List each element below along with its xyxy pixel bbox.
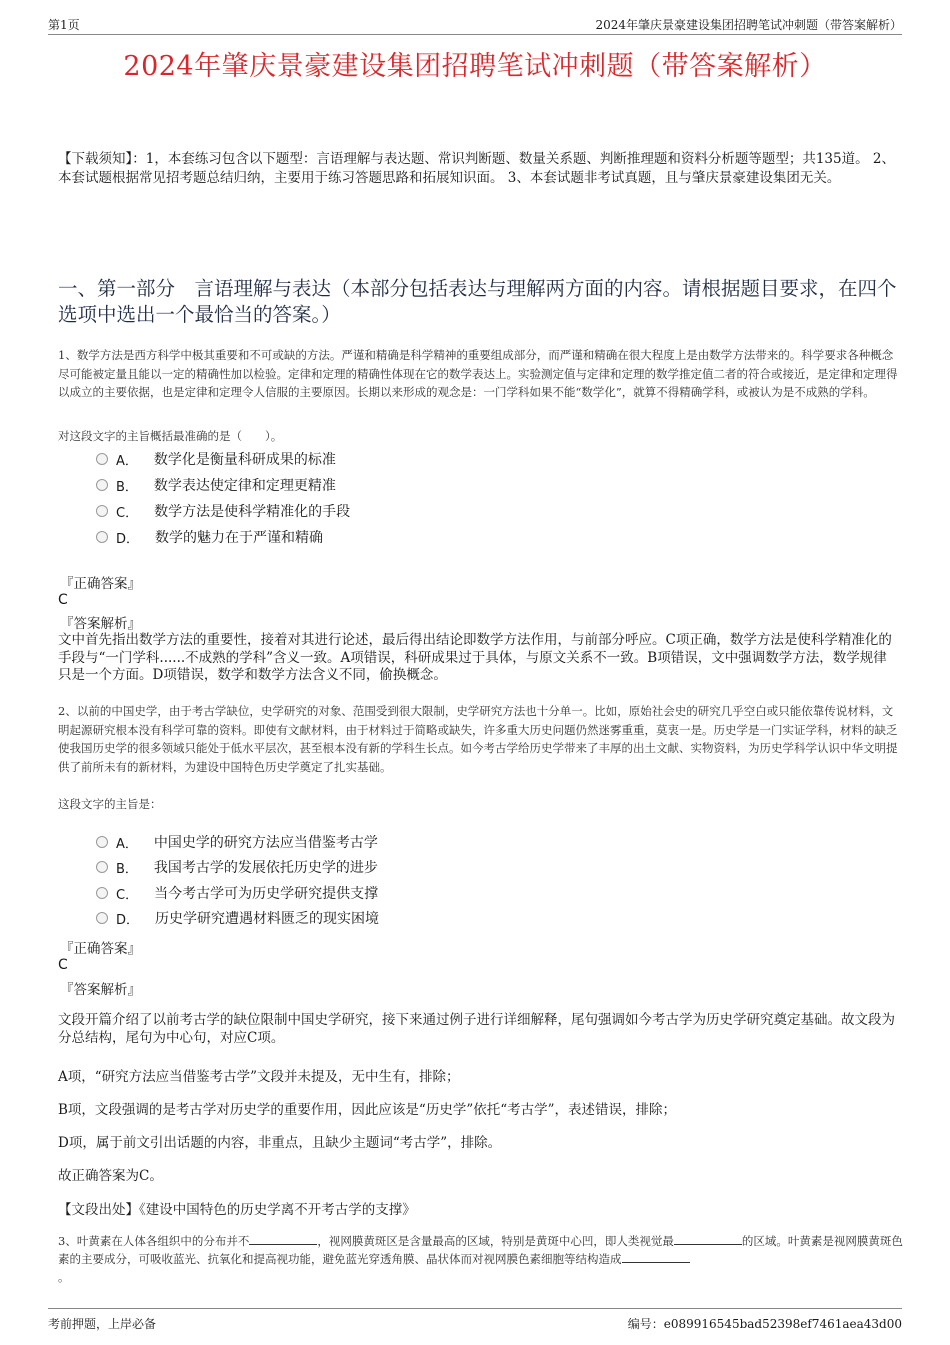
- document-title: 2024年肇庆景豪建设集团招聘笔试冲刺题（带答案解析）: [123, 51, 827, 82]
- q1-option-b[interactable]: [96, 474, 336, 496]
- q1-answer-label: 『正确答案』: [60, 576, 141, 592]
- option-text: 中国史学的研究方法应当借鉴考古学: [153, 835, 378, 851]
- page-header: [48, 14, 902, 35]
- header-doc-title: 2024年肇庆景豪建设集团招聘笔试冲刺题（带答案解析）: [595, 18, 902, 32]
- q2-option-b[interactable]: [96, 856, 378, 878]
- q1-passage: 1、数学方法是西方科学中极其重要和不可或缺的方法。严谨和精确是科学精神的重要组成部分，而严谨和精确在很大程度上是由数学方法带来的。科学要求各种概念尽可能被定量且能以一定的精确性加以检验。定律和定理的精确性体现在它的数学表达上。实验测定值与定律和定理的数学推定值二者的符合或接近，是定律和定理得以成立的主要依据，也是定律和定理令人信服的主要原因。长期以来形成的观念是：一门学科如果不能“数学化”，就算不得精确学科，或被认为是不成熟的学科。: [58, 348, 898, 399]
- q2-answer-label: 『正确答案』: [60, 941, 141, 957]
- q2-conclusion: 故正确答案为C。: [58, 1168, 163, 1184]
- q2-analysis-d: D项，属于前文引出话题的内容，非重点，且缺少主题词“考古学”，排除。: [58, 1135, 502, 1151]
- option-key: C．: [116, 505, 139, 521]
- q2-analysis-label: 『答案解析』: [60, 982, 141, 998]
- q2-source: 【文段出处】《建设中国特色的历史学离不开考古学的支撑》: [58, 1202, 416, 1218]
- q1-question: 对这段文字的主旨概括最准确的是（ ）。: [58, 429, 283, 443]
- q2-analysis-b: B项，文段强调的是考古学对历史学的重要作用，因此应该是“历史学”依托“考古学”，表述错误，排除；: [58, 1102, 677, 1118]
- option-text: 数学的魅力在于严谨和精确: [155, 530, 324, 546]
- q1-option-a[interactable]: [96, 448, 336, 470]
- radio-icon[interactable]: [96, 912, 108, 924]
- option-text: 数学化是衡量科研成果的标准: [153, 452, 336, 468]
- radio-icon[interactable]: [96, 531, 108, 543]
- option-key: C．: [116, 887, 139, 903]
- q2-answer: C: [58, 957, 68, 973]
- q1-option-c[interactable]: [96, 500, 350, 522]
- q1-analysis: 文中首先指出数学方法的重要性，接着对其进行论述，最后得出结论即数学方法作用，与前部分呼应。C项正确，数学方法是使科学精准化的手段与“一门学科......不成熟的学科”含义一致。A项错误，科研成果过于具体，与原文关系不一致。B项错误，文中强调数学方法，数学规律只是一个方面。D项错误，数学和数学方法含义不同，偷换概念。: [58, 632, 892, 683]
- option-key: B．: [116, 479, 138, 495]
- q3-passage: [58, 1232, 903, 1286]
- option-text: 我国考古学的发展依托历史学的进步: [153, 860, 378, 876]
- option-text: 当今考古学可为历史学研究提供支撑: [154, 886, 379, 902]
- radio-icon[interactable]: [96, 861, 108, 873]
- download-notice: 【下载须知】：1，本套练习包含以下题型：言语理解与表达题、常识判断题、数量关系题、判断推理题和资料分析题等题型；共135道。 2、本套试题根据常见招考题总结归纳，主要用于练习答题思路和拓展知识面。 3、本套试题非考试真题，且与肇庆景豪建设集团无关。: [58, 151, 895, 186]
- q3-text-3: 的区域。叶黄素是视网膜黄斑色素的主要成分，可吸收蓝光、抗氧化和提高视功能，避免蓝光穿透角膜、晶状体而对视网膜色素细胞等结构造成: [58, 1234, 903, 1266]
- q2-question: 这段文字的主旨是：: [58, 797, 162, 811]
- option-key: A．: [116, 836, 138, 852]
- radio-icon[interactable]: [96, 887, 108, 899]
- radio-icon[interactable]: [96, 453, 108, 465]
- q2-option-a[interactable]: [96, 831, 378, 853]
- option-text: 数学表达使定律和定理更精准: [153, 478, 336, 494]
- option-key: B．: [116, 861, 138, 877]
- page-number: 第1页: [48, 18, 80, 32]
- q2-analysis-a: A项，“研究方法应当借鉴考古学”文段并未提及，无中生有，排除；: [58, 1069, 460, 1085]
- q2-analysis: 文段开篇介绍了以前考古学的缺位限制中国史学研究，接下来通过例子进行详细解释，尾句强调如今考古学为历史学研究奠定基础。故文段为分总结构，尾句为中心句，对应C项。: [58, 1012, 895, 1046]
- footer-serial: 编号：e089916545bad52398ef7461aea43d00: [627, 1317, 902, 1331]
- radio-icon[interactable]: [96, 479, 108, 491]
- option-text: 数学方法是使科学精准化的手段: [154, 504, 351, 520]
- radio-icon[interactable]: [96, 836, 108, 848]
- q1-answer: C: [58, 592, 68, 608]
- q3-text-4: 。: [58, 1270, 70, 1284]
- q3-text-1: 3、叶黄素在人体各组织中的分布并不: [58, 1234, 250, 1248]
- blank-3[interactable]: [622, 1251, 690, 1263]
- q3-text-2: ，视网膜黄斑区是含量最高的区域，特别是黄斑中心凹，即人类视觉最: [317, 1234, 674, 1248]
- q2-passage: 2、以前的中国史学，由于考古学缺位，史学研究的对象、范围受到很大限制，史学研究方法也十分单一。比如，原始社会史的研究几乎空白或只能依靠传说材料，文明起源研究根本没有科学可靠的资料。即使有文献材料，由于材料过于简略或缺失，许多重大历史问题仍然迷雾重重，莫衷一是。历史学是一门实证学科，材料的缺乏使我国历史学的很多领域只能处于低水平层次，甚至根本没有新的学科生长点。如今考古学给历史学带来了丰厚的出土文献、实物资料，为历史学科学认识中华文明提供了前所未有的新材料，为建设中国特色历史学奠定了扎实基础。: [58, 704, 898, 774]
- q2-option-c[interactable]: [96, 882, 378, 904]
- q1-option-d[interactable]: [96, 526, 323, 548]
- option-key: A．: [116, 453, 138, 469]
- section-heading: 一、第一部分 言语理解与表达（本部分包括表达与理解两方面的内容。请根据题目要求，在四个选项中选出一个最恰当的答案。）: [58, 277, 897, 326]
- blank-1[interactable]: [249, 1233, 317, 1245]
- blank-2[interactable]: [674, 1233, 742, 1245]
- option-key: D．: [116, 531, 140, 547]
- page-footer: [48, 1308, 902, 1331]
- q2-option-d[interactable]: [96, 907, 379, 929]
- q1-analysis-label: 『答案解析』: [60, 616, 141, 632]
- footer-slogan: 考前押题，上岸必备: [48, 1317, 157, 1331]
- option-text: 历史学研究遭遇材料匮乏的现实困境: [155, 911, 380, 927]
- option-key: D．: [116, 912, 140, 928]
- radio-icon[interactable]: [96, 505, 108, 517]
